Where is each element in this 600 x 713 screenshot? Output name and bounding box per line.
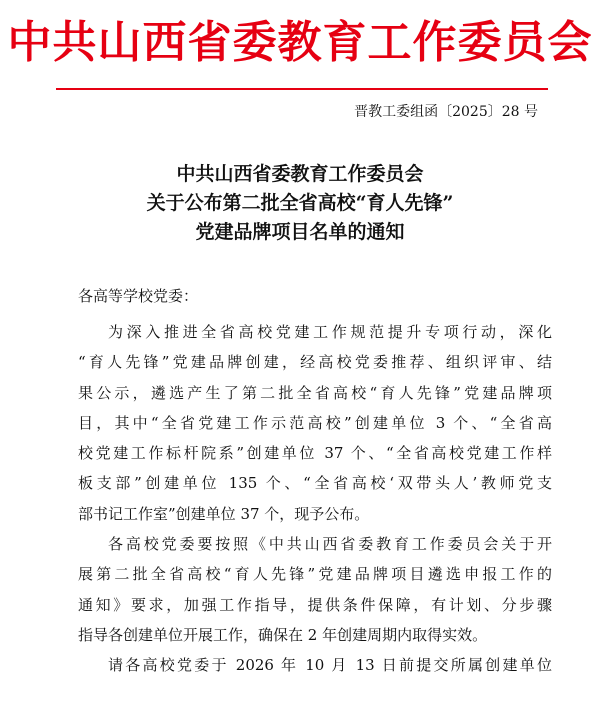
text-line: 目，其中“全省党建工作示范高校”创建单位 3 个、“全省高 [78, 413, 552, 432]
text-line: 果公示，遴选产生了第二批全省高校“育人先锋”党建品牌项 [78, 383, 552, 402]
text-line: 通知》要求，加强工作指导，提供条件保障，有计划、分步骤 [78, 595, 552, 614]
text-line: 为深入推进全省高校党建工作规范提升专项行动，深化 [108, 323, 552, 341]
letterhead-title: 中共山西省委教育工作委员会 [7, 17, 593, 68]
paragraph-3 [78, 650, 552, 680]
notice-title-line: 中共山西省委教育工作委员会 [176, 163, 424, 185]
text-line: 各高校党委要按照《中共山西省委教育工作委员会关于开 [108, 535, 552, 554]
salutation: 各高等学校党委： [78, 287, 199, 305]
notice-title [0, 160, 600, 247]
text-line: 板支部”创建单位 135 个、“全省高校‘双带头人’教师党支 [78, 474, 552, 493]
text-line: “育人先锋”党建品牌创建，经高校党委推荐、组织评审、结 [78, 353, 552, 372]
notice-body [78, 317, 552, 681]
document-number: 晋教工委组函〔2025〕28 号 [354, 104, 538, 120]
text-line: 请各高校党委于 2026 年 10 月 13 日前提交所属创建单位 [108, 656, 552, 675]
letterhead-red-rule [56, 88, 548, 90]
text-line: 校党建工作标杆院系”创建单位 37 个、“全省高校党建工作样 [78, 444, 552, 463]
text-line: 展第二批全省高校“育人先锋”党建品牌项目遴选申报工作的 [78, 565, 552, 584]
text-line: 指导各创建单位开展工作，确保在 2 年创建周期内取得实效。 [78, 625, 488, 644]
paragraph-2 [78, 529, 552, 650]
notice-title-line: 关于公布第二批全省高校“育人先锋” [146, 192, 454, 214]
text-line: 部书记工作室”创建单位 37 个，现予公布。 [78, 504, 370, 523]
paragraph-1 [78, 317, 552, 529]
notice-title-line: 党建品牌项目名单的通知 [195, 221, 405, 243]
